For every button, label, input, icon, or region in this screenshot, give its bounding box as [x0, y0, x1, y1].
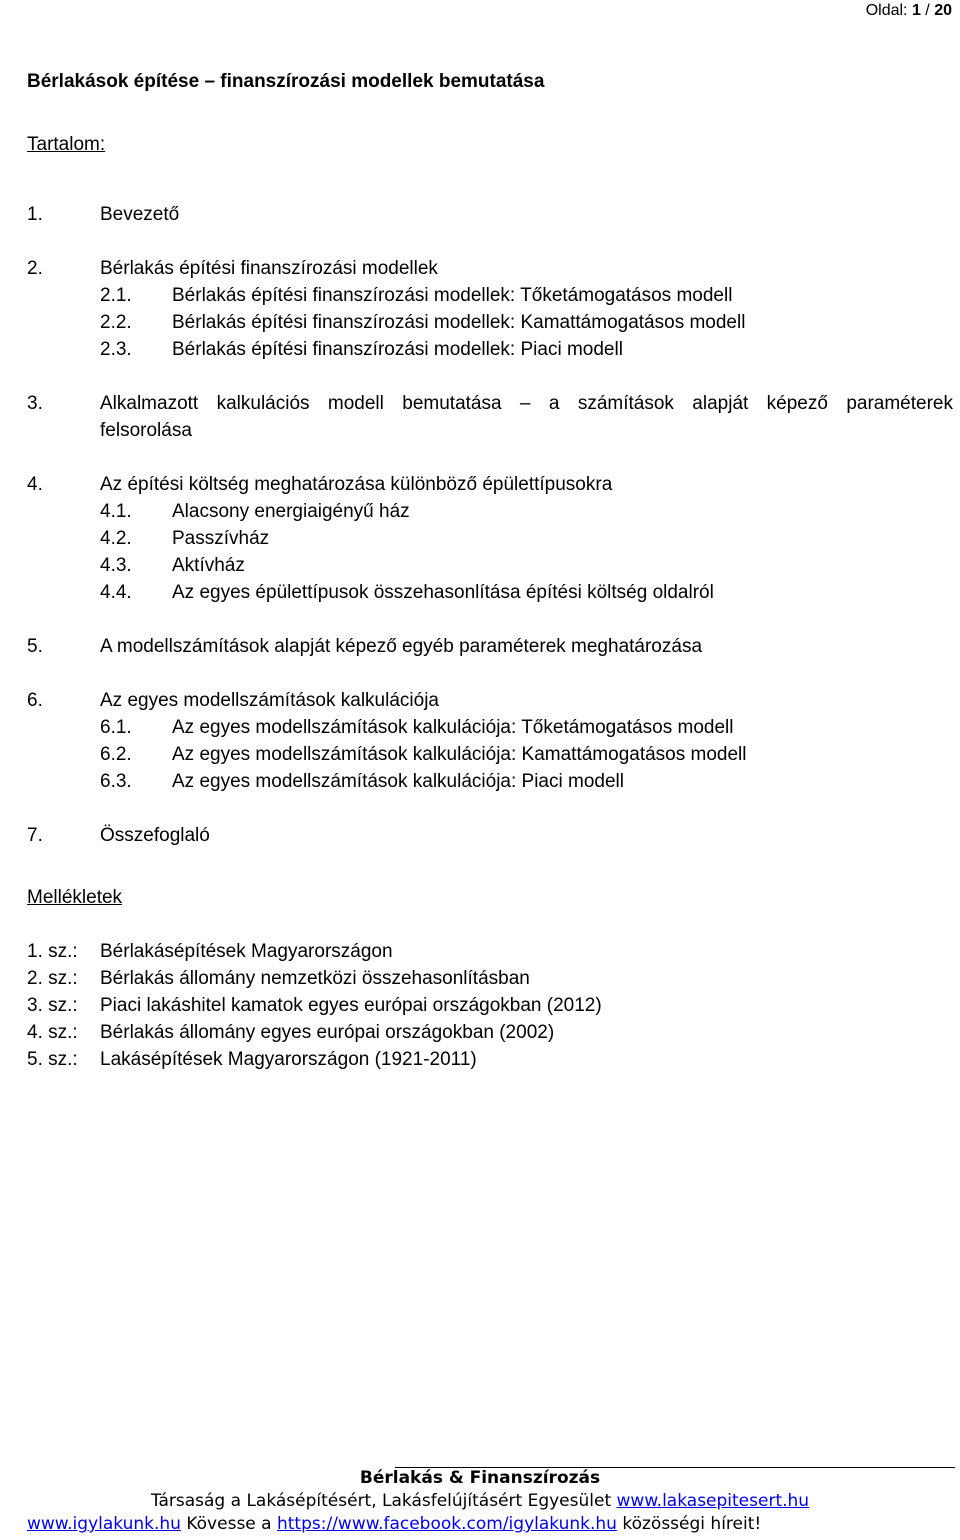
toc-text: Alkalmazott kalkulációs modell bemutatása – a számítások alapját képező paraméterek — [100, 393, 953, 414]
toc-item-4-4 — [0, 582, 960, 604]
toc-text-continuation: felsorolása — [100, 420, 192, 441]
toc-item-5 — [0, 636, 960, 658]
toc-number: 4.4. — [100, 582, 132, 603]
toc-number: 4.1. — [100, 501, 132, 522]
toc-number: 4.2. — [100, 528, 132, 549]
toc-item-4-1 — [0, 501, 960, 523]
toc-number: 6.3. — [100, 771, 132, 792]
toc-item-3 — [0, 393, 960, 415]
toc-text: Az egyes modellszámítások kalkulációja: Piaci modell — [172, 771, 624, 792]
toc-text: Bevezető — [100, 204, 180, 225]
toc-item-3-continuation — [0, 420, 960, 442]
toc-number: 7. — [27, 825, 43, 846]
toc-item-4-2 — [0, 528, 960, 550]
toc-text: Az egyes modellszámítások kalkulációja: Tőketámogatásos modell — [172, 717, 734, 738]
toc-item-4 — [0, 474, 960, 496]
toc-item-1 — [0, 204, 960, 226]
toc-text: Bérlakás építési finanszírozási modellek: Piaci modell — [172, 339, 623, 360]
toc-item-2-1 — [0, 285, 960, 307]
annex-text: Bérlakás állomány egyes európai országokban (2002) — [100, 1022, 555, 1043]
annex-text: Bérlakás állomány nemzetközi összehasonlításban — [100, 968, 530, 989]
toc-item-4-3 — [0, 555, 960, 577]
toc-heading: Tartalom: — [27, 134, 106, 155]
list-item — [0, 968, 960, 990]
annex-number: 1. sz.: — [27, 941, 78, 962]
toc-text: Bérlakás építési finanszírozási modellek: Tőketámogatásos modell — [172, 285, 733, 306]
toc-text: Az egyes modellszámítások kalkulációja — [100, 690, 439, 711]
toc-item-6 — [0, 690, 960, 712]
toc-text: A modellszámítások alapját képező egyéb paraméterek meghatározása — [100, 636, 703, 657]
toc-text: Az egyes épülettípusok összehasonlítása építési költség oldalról — [172, 582, 714, 603]
toc-text: Alacsony energiaigényű ház — [172, 501, 410, 522]
footer-org-text: Társaság a Lakásépítésért, Lakásfelújításért Egyesület — [150, 1491, 612, 1511]
toc-text: Bérlakás építési finanszírozási modellek — [100, 258, 438, 279]
footer-links — [0, 1513, 960, 1535]
footer-tail-text: közösségi híreit! — [622, 1514, 762, 1534]
toc-number: 2. — [27, 258, 43, 279]
toc-item-6-1 — [0, 717, 960, 739]
toc-text: Aktívház — [172, 555, 245, 576]
page-current: 1 — [911, 2, 921, 19]
annex-number: 4. sz.: — [27, 1022, 78, 1043]
list-item — [0, 1022, 960, 1044]
toc-number: 5. — [27, 636, 43, 657]
toc-number: 1. — [27, 204, 43, 225]
toc-number: 6.1. — [100, 717, 132, 738]
toc-item-2 — [0, 258, 960, 280]
toc-text: Az egyes modellszámítások kalkulációja: Kamattámogatásos modell — [172, 744, 747, 765]
toc-number: 6. — [27, 690, 43, 711]
toc-number: 4. — [27, 474, 43, 495]
page-label: Oldal: — [865, 2, 908, 19]
annexes-heading: Mellékletek — [27, 887, 123, 908]
toc-number: 3. — [27, 393, 43, 414]
toc-text: Passzívház — [172, 528, 270, 549]
toc-number: 4.3. — [100, 555, 132, 576]
annex-text: Bérlakásépítések Magyarországon — [100, 941, 393, 962]
toc-text: Bérlakás építési finanszírozási modellek: Kamattámogatásos modell — [172, 312, 746, 333]
toc-item-7 — [0, 825, 960, 847]
annex-number: 5. sz.: — [27, 1049, 78, 1070]
annex-text: Piaci lakáshitel kamatok egyes európai országokban (2012) — [100, 995, 602, 1016]
toc-number: 2.2. — [100, 312, 132, 333]
toc-item-2-2 — [0, 312, 960, 334]
page-number — [866, 0, 952, 22]
lakasepitesert-link[interactable]: www.lakasepitesert.hu — [616, 1491, 810, 1511]
annex-text: Lakásépítések Magyarországon (1921-2011) — [100, 1049, 477, 1070]
list-item — [0, 1049, 960, 1071]
facebook-link[interactable]: https://www.facebook.com/igylakunk.hu — [276, 1514, 617, 1534]
toc-number: 2.3. — [100, 339, 132, 360]
toc-item-6-2 — [0, 744, 960, 766]
toc-number: 6.2. — [100, 744, 132, 765]
toc-item-2-3 — [0, 339, 960, 361]
footer-brand: Bérlakás & Finanszírozás — [359, 1468, 601, 1488]
page-total: 20 — [934, 2, 952, 19]
page-separator: / — [925, 2, 930, 19]
igylakunk-link[interactable]: www.igylakunk.hu — [27, 1514, 181, 1534]
list-item — [0, 941, 960, 963]
footer-organization — [0, 1490, 960, 1512]
document-title: Bérlakások építése – finanszírozási modellek bemutatása — [27, 71, 545, 92]
toc-text: Összefoglaló — [100, 825, 210, 846]
list-item — [0, 995, 960, 1017]
toc-number: 2.1. — [100, 285, 132, 306]
annex-number: 2. sz.: — [27, 968, 78, 989]
footer-follow-text: Kövesse a — [186, 1514, 272, 1534]
toc-text: Az építési költség meghatározása különböző épülettípusokra — [100, 474, 613, 495]
annex-number: 3. sz.: — [27, 995, 78, 1016]
toc-item-6-3 — [0, 771, 960, 793]
